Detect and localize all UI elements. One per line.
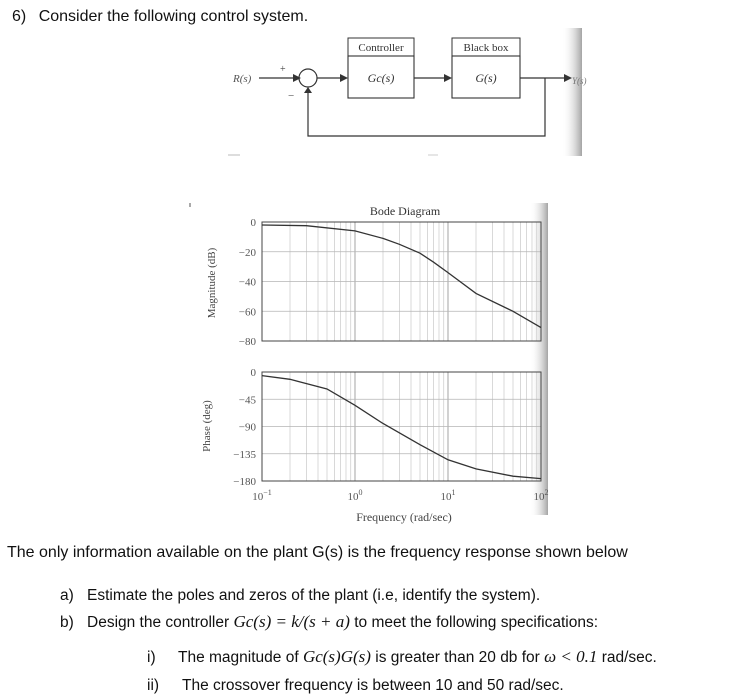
block-diagram xyxy=(228,28,587,156)
output-label: Y(s) xyxy=(572,76,587,86)
part-b-text: Design the controller xyxy=(87,614,230,631)
phase-tick-label: −90 xyxy=(238,421,256,434)
magnitude-tick-label: −20 xyxy=(238,246,256,259)
phase-plot xyxy=(233,367,541,488)
frequency-axis-label: Frequency (rad/sec) xyxy=(356,510,452,524)
magnitude-axis-label: Magnitude (dB) xyxy=(206,247,218,319)
magnitude-tick-label: −80 xyxy=(238,336,256,348)
controller-formula: Gc(s) = k/(s + a) xyxy=(233,612,350,631)
part-a-text: Estimate the poles and zeros of the plant (i.e, identify the system). xyxy=(87,587,541,604)
bode-diagram xyxy=(190,203,549,524)
plant-block-label: G(s) xyxy=(475,71,497,85)
spec-i-unit: rad/sec. xyxy=(601,649,657,666)
frequency-tick-label: $10^{-1}$ xyxy=(252,488,272,503)
frequency-condition: ω < 0.1 xyxy=(544,647,598,666)
series-line xyxy=(262,376,541,479)
minus-sign: − xyxy=(288,90,295,102)
problem-statement: The only information available on the plant G(s) is the frequency response shown below xyxy=(7,544,628,561)
spec-ii-label: ii) xyxy=(147,677,160,694)
summing-junction xyxy=(299,69,317,87)
plant-title: Black box xyxy=(463,42,509,54)
spec-i-label: i) xyxy=(147,649,156,666)
phase-tick-label: −180 xyxy=(233,476,256,488)
controller-block-label: Gc(s) xyxy=(367,71,395,85)
frequency-tick-label: $10^0$ xyxy=(347,488,363,503)
magnitude-tick-label: −40 xyxy=(238,276,256,289)
spec-i-text: The magnitude of xyxy=(178,649,299,666)
phase-tick-label: 0 xyxy=(250,367,256,379)
question-title: Consider the following control system. xyxy=(38,8,309,25)
part-b-tail: to meet the following specifications: xyxy=(354,614,599,631)
controller-title: Controller xyxy=(358,42,404,54)
spec-i-mid: is greater than 20 db for xyxy=(375,649,540,666)
frequency-tick-labels xyxy=(252,488,548,503)
feedback-arrowhead xyxy=(304,87,312,93)
bode-title: Bode Diagram xyxy=(369,204,441,218)
input-label: R(s) xyxy=(233,73,252,85)
open-loop-formula: Gc(s)G(s) xyxy=(302,647,371,666)
error-arrowhead xyxy=(340,74,348,82)
phase-tick-label: −135 xyxy=(233,448,256,461)
part-a xyxy=(60,587,540,605)
question-number: 6) xyxy=(12,8,27,25)
scan-shadow xyxy=(562,28,582,156)
magnitude-tick-label: −60 xyxy=(238,306,256,319)
magnitude-plot xyxy=(239,217,541,348)
spec-ii-text: The crossover frequency is between 10 and 50 rad/sec. xyxy=(182,677,564,694)
frequency-tick-label: $10^1$ xyxy=(440,488,456,503)
series-line xyxy=(262,225,541,328)
phase-axis-label: Phase (deg) xyxy=(201,400,213,452)
magnitude-tick-label: 0 xyxy=(250,217,256,229)
phase-tick-label: −45 xyxy=(238,394,256,407)
part-b xyxy=(60,612,598,632)
spec-ii xyxy=(147,677,564,695)
part-a-label: a) xyxy=(60,587,74,604)
frequency-tick-label: $10^2$ xyxy=(533,488,549,503)
part-b-label: b) xyxy=(60,614,74,631)
plus-sign: + xyxy=(280,64,286,75)
spec-i xyxy=(147,647,657,667)
scan-shadow xyxy=(530,203,548,515)
control-arrowhead xyxy=(444,74,452,82)
